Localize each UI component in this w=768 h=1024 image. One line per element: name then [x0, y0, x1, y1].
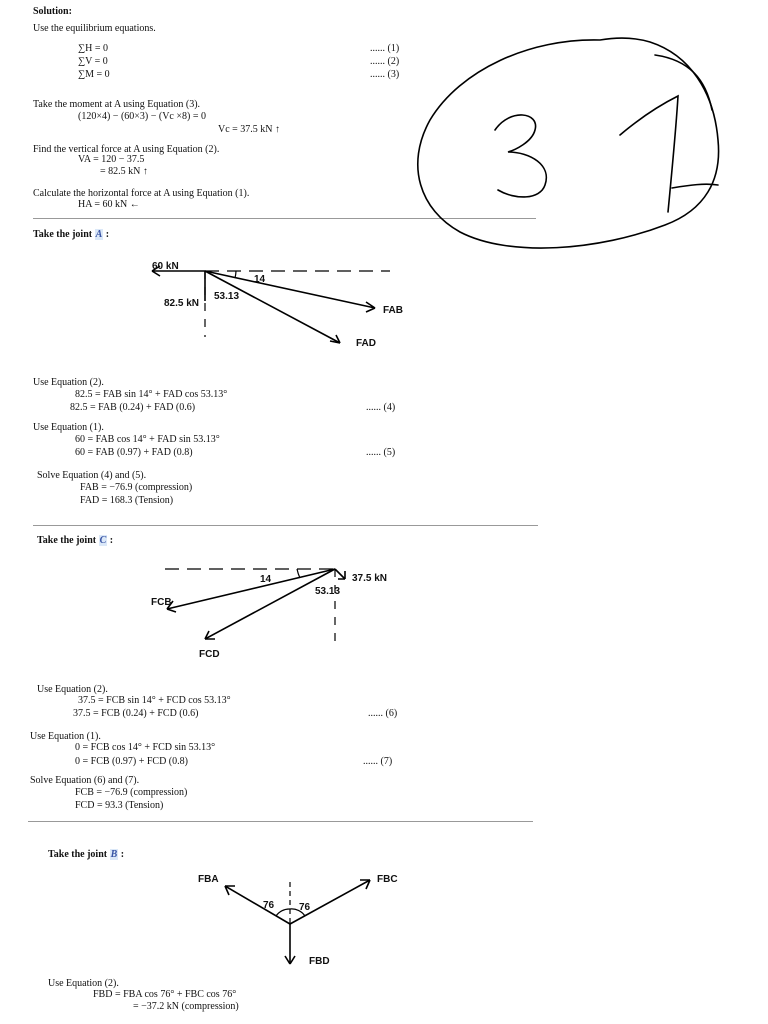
circle-tail: [655, 55, 712, 110]
label-angle1: 76: [263, 900, 275, 911]
divider: [28, 821, 533, 822]
joint-c-eq2-intro: Use Equation (2).: [37, 684, 108, 695]
joint-a-solve-intro: Solve Equation (4) and (5).: [37, 470, 147, 481]
equilibrium-v: ∑V = 0: [78, 56, 108, 67]
horizontal-eq1: HA = 60 kN ←: [78, 199, 140, 210]
equilibrium-m: ∑M = 0: [78, 69, 110, 80]
label-angle1: 14: [260, 574, 272, 585]
label-angle1: 14: [254, 274, 266, 285]
joint-a-eq2-ref: ...... (4): [366, 402, 396, 413]
joint-c-eq1-a: 0 = FCB cos 14° + FCD sin 53.13°: [75, 742, 216, 753]
joint-c-eq1-b: 0 = FCB (0.97) + FCD (0.8): [75, 756, 188, 767]
joint-a-solve-a: FAB = −76.9 (compression): [80, 482, 193, 493]
joint-a-eq2-a: 82.5 = FAB sin 14° + FAD cos 53.13°: [75, 389, 228, 400]
joint-c-solve-intro: Solve Equation (6) and (7).: [30, 775, 140, 786]
joint-c-eq2-ref: ...... (6): [368, 708, 398, 719]
label-reaction: 82.5 kN: [164, 298, 200, 309]
joint-b-eq2-b: = −37.2 kN (compression): [133, 1001, 239, 1012]
vertical-eq1: VA = 120 − 37.5: [78, 154, 145, 165]
equilibrium-v-ref: ...... (2): [370, 56, 400, 67]
solution-heading: Solution:: [33, 6, 72, 17]
joint-c-diagram: [145, 557, 425, 662]
joint-c-heading: Take the joint C :: [37, 535, 114, 546]
joint-a-eq1-intro: Use Equation (1).: [33, 422, 104, 433]
joint-a-eq2-b: 82.5 = FAB (0.24) + FAD (0.6): [70, 402, 196, 413]
joint-a-eq1-a: 60 = FAB cos 14° + FAD sin 53.13°: [75, 434, 220, 445]
joint-b-diagram: [190, 868, 410, 970]
fad-member: [205, 271, 340, 343]
intro-text: Use the equilibrium equations.: [33, 23, 156, 34]
moment-eq2: Vc = 37.5 kN ↑: [218, 124, 281, 135]
joint-c-solve-b: FCD = 93.3 (Tension): [75, 800, 164, 811]
label-fbc: FBC: [377, 874, 398, 885]
label-fad: FAD: [356, 338, 376, 349]
vertical-eq2: = 82.5 kN ↑: [100, 166, 148, 177]
fcb-member: [167, 569, 335, 609]
label-angle2: 53.13: [315, 586, 341, 597]
fba-member: [225, 886, 290, 924]
label-load: 60 kN: [152, 261, 179, 272]
moment-eq1: (120×4) − (60×3) − (Vc ×8) = 0: [78, 111, 206, 122]
divider: [33, 525, 538, 526]
label-load: 37.5 kN: [352, 573, 388, 584]
joint-a-solve-b: FAD = 168.3 (Tension): [80, 495, 174, 506]
label-angle2: 53.13: [214, 291, 240, 302]
vertical-text: Find the vertical force at A using Equation (2).: [33, 144, 220, 155]
circle-stroke: [418, 38, 719, 248]
joint-c-eq1-intro: Use Equation (1).: [30, 731, 101, 742]
equilibrium-h: ∑H = 0: [78, 43, 108, 54]
label-fcb: FCB: [151, 597, 172, 608]
joint-a-diagram: [140, 255, 430, 355]
label-angle2: 76: [299, 902, 311, 913]
joint-a-heading: Take the joint A :: [33, 229, 110, 240]
digit-one: [620, 96, 678, 212]
load-arrow: [335, 569, 345, 579]
label-fba: FBA: [198, 874, 219, 885]
label-fcd: FCD: [199, 649, 220, 660]
equilibrium-h-ref: ...... (1): [370, 43, 400, 54]
joint-c-eq2-a: 37.5 = FCB sin 14° + FCD cos 53.13°: [78, 695, 231, 706]
joint-b-eq2-a: FBD = FBA cos 76° + FBC cos 76°: [93, 989, 237, 1000]
digit-three: [495, 115, 546, 197]
joint-a-eq1-b: 60 = FAB (0.97) + FAD (0.8): [75, 447, 193, 458]
joint-a-eq1-ref: ...... (5): [366, 447, 396, 458]
joint-a-eq2-intro: Use Equation (2).: [33, 377, 104, 388]
fab-member: [205, 271, 375, 308]
moment-text: Take the moment at A using Equation (3).: [33, 99, 201, 110]
joint-c-eq1-ref: ...... (7): [363, 756, 393, 767]
label-fbd: FBD: [309, 956, 330, 967]
joint-c-eq2-b: 37.5 = FCB (0.24) + FCD (0.6): [73, 708, 199, 719]
joint-b-heading: Take the joint B :: [48, 849, 125, 860]
joint-b-eq2-intro: Use Equation (2).: [48, 978, 119, 989]
label-fab: FAB: [383, 305, 403, 316]
horizontal-text: Calculate the horizontal force at A using Equation (1).: [33, 188, 250, 199]
equilibrium-m-ref: ...... (3): [370, 69, 400, 80]
joint-c-solve-a: FCB = −76.9 (compression): [75, 787, 188, 798]
